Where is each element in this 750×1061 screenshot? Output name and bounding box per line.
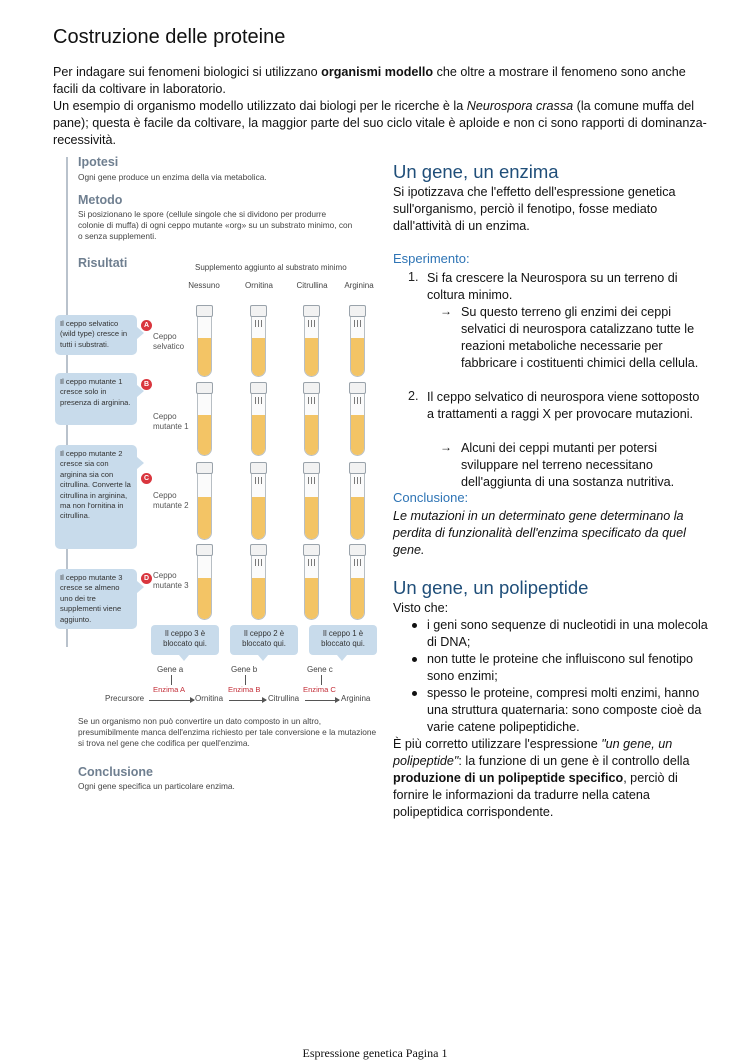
metodo-text: Si posizionano le spore (cellule singole che si dividono per produrre colonie di muffa) di ogni ceppo mutante «org» su un substrato minimo, con o senza supplementi.	[78, 209, 353, 241]
tube-medium	[198, 578, 211, 619]
tube-glass	[350, 554, 365, 620]
column-header: Nessuno	[188, 281, 220, 290]
intro-bold: organismi modello	[321, 65, 434, 79]
intro-text: (la comune muffa del pane); questa è facile da coltivare, la maggior parte del suo ciclo vitale è aploide e non ci sono rapporti di dominanza-recessività.	[53, 99, 707, 147]
tube-cap	[196, 544, 213, 556]
tube-glass	[197, 472, 212, 540]
column-header: Ornitina	[244, 281, 273, 290]
step-subtext: Alcuni dei ceppi mutanti per potersi sviluppare nel terreno necessitano dell'aggiunta di una sostanza nutritiva.	[461, 441, 675, 489]
test-tube	[251, 544, 266, 620]
row-note: Il ceppo mutante 3 cresce se almeno uno dei tre supplementi viene aggiunto.	[55, 569, 137, 629]
ipotesi-title: Ipotesi	[78, 155, 119, 169]
pathway-arrow	[149, 700, 194, 701]
test-tube	[197, 382, 212, 456]
tube-medium	[305, 338, 318, 376]
tube-medium	[198, 497, 211, 539]
step-number: 1.	[408, 270, 419, 284]
heading-gene-enzima: Un gene, un enzima	[393, 161, 559, 182]
gene-label: Gene b	[231, 665, 258, 674]
experiment-figure	[55, 155, 382, 795]
tube-cap	[349, 382, 366, 394]
bullet-icon	[412, 657, 417, 662]
tube-cap	[349, 462, 366, 474]
tube-glass	[251, 472, 266, 540]
tube-glass	[304, 315, 319, 377]
row-badge: A	[141, 320, 152, 331]
tube-cap	[303, 544, 320, 556]
row-note: Il ceppo selvatico (wild type) cresce in tutti i substrati.	[55, 315, 137, 355]
test-tube	[197, 544, 212, 620]
tube-medium	[305, 415, 318, 455]
tube-cap	[303, 462, 320, 474]
tube-cap	[250, 544, 267, 556]
gene-label: Gene c	[307, 665, 333, 674]
tube-glass	[304, 554, 319, 620]
esperimento-title: Esperimento:	[393, 251, 470, 266]
mold-growth	[308, 320, 315, 327]
tube-cap	[303, 305, 320, 317]
step-number: 2.	[408, 389, 419, 403]
tube-glass	[197, 554, 212, 620]
test-tube	[251, 382, 266, 456]
test-tube	[350, 382, 365, 456]
tube-cap	[196, 305, 213, 317]
enzyme-label: Enzima C	[303, 685, 336, 694]
strain-label: Ceppo selvatico	[153, 332, 185, 351]
arrow-icon: →	[440, 304, 452, 318]
metodo-title: Metodo	[78, 193, 123, 207]
enzyme-label: Enzima A	[153, 685, 186, 694]
test-tube	[197, 462, 212, 540]
bullet-icon	[412, 623, 417, 628]
strain-label: Ceppo mutante 2	[153, 491, 189, 510]
risultati-title: Risultati	[78, 256, 128, 270]
tube-medium	[305, 497, 318, 539]
arrow-icon: →	[440, 440, 452, 454]
final-paragraph	[393, 736, 709, 821]
tube-cap	[196, 462, 213, 474]
pathway-compound: Citrullina	[268, 694, 300, 703]
strain-label: Ceppo mutante 3	[153, 571, 189, 590]
mold-growth	[308, 559, 315, 566]
tube-cap	[349, 544, 366, 556]
pathway-arrow	[305, 700, 339, 701]
final-text: : la funzione di un gene è il controllo della	[458, 754, 690, 768]
gene-arrow	[171, 675, 172, 685]
test-tube	[304, 382, 319, 456]
final-text: , perciò di fornire le informazioni da tradurre nella catena polipeptidica corrispondente.	[393, 771, 678, 819]
page-title: Costruzione delle proteine	[53, 26, 286, 48]
final-italic: "un gene, un polipeptide"	[393, 737, 673, 768]
gene-arrow	[245, 675, 246, 685]
tube-medium	[198, 415, 211, 455]
ipotesi-text: Ogni gene produce un enzima della via metabolica.	[78, 172, 267, 182]
tube-glass	[197, 315, 212, 377]
page-footer: Espressione genetica Pagina 1	[302, 1046, 448, 1060]
enzyme-label: Enzima B	[228, 685, 261, 694]
test-tube	[251, 462, 266, 540]
mold-growth	[255, 320, 262, 327]
figure-conclusione-title: Conclusione	[78, 765, 154, 779]
mold-growth	[354, 477, 361, 484]
intro-text: Un esempio di organismo modello utilizzato dai biologi per le ricerche è la	[53, 99, 467, 113]
column-header: Citrullina	[296, 281, 328, 290]
tube-medium	[198, 338, 211, 376]
tube-glass	[350, 472, 365, 540]
mold-growth	[308, 397, 315, 404]
tube-medium	[252, 578, 265, 619]
blocked-note: Il ceppo 3 è bloccato qui.	[151, 625, 219, 655]
tube-cap	[250, 462, 267, 474]
tube-cap	[349, 305, 366, 317]
tube-medium	[252, 338, 265, 376]
row-badge: C	[141, 473, 152, 484]
strain-label: Ceppo mutante 1	[153, 412, 189, 431]
row-badge: D	[141, 573, 152, 584]
paragraph-enzima: Si ipotizzava che l'effetto dell'espressione genetica sull'organismo, perciò il fenotipo, fosse mediato dall'attività di un enzima.	[393, 185, 676, 233]
pathway-compound: Precursore	[105, 694, 145, 703]
tube-glass	[350, 315, 365, 377]
test-tube	[350, 544, 365, 620]
row-note: Il ceppo mutante 2 cresce sia con arginina sia con citrullina. Converte la citrullina in arginina, ma non l'ornitina in citrullina.	[55, 445, 137, 549]
gene-arrow	[321, 675, 322, 685]
row-badge: B	[141, 379, 152, 390]
step-text: Il ceppo selvatico di neurospora viene sottoposto a trattamenti a raggi X per provocare mutazioni.	[427, 390, 700, 421]
tube-medium	[351, 497, 364, 539]
blocked-note: Il ceppo 1 è bloccato qui.	[309, 625, 377, 655]
heading-gene-polipeptide: Un gene, un polipeptide	[393, 577, 589, 598]
pathway-arrow	[229, 700, 266, 701]
mold-growth	[354, 320, 361, 327]
tube-cap	[250, 305, 267, 317]
visto-che: Visto che:	[393, 601, 449, 615]
intro-paragraph	[53, 64, 713, 149]
tube-cap	[196, 382, 213, 394]
figure-conclusione-text: Ogni gene specifica un particolare enzima.	[78, 781, 235, 791]
conclusione-title: Conclusione:	[393, 490, 469, 505]
tube-glass	[251, 554, 266, 620]
tube-medium	[351, 578, 364, 619]
row-note: Il ceppo mutante 1 cresce solo in presenza di arginina.	[55, 373, 137, 425]
test-tube	[350, 305, 365, 377]
intro-text: Per indagare sui fenomeni biologici si utilizzano	[53, 65, 322, 79]
bullet-item: spesso le proteine, compresi molti enzimi, hanno una struttura quaternaria: sono composte cioè da varie catene polipeptidiche.	[427, 686, 702, 734]
column-header: Arginina	[344, 281, 374, 290]
step-subtext: Su questo terreno gli enzimi dei ceppi selvatici di neurospora catalizzano tutte le reazioni metaboliche necessarie per fabbricare i costituenti chimici della cellula.	[461, 305, 699, 370]
tube-medium	[252, 497, 265, 539]
mold-growth	[255, 559, 262, 566]
tube-glass	[251, 392, 266, 456]
conclusione-text: Le mutazioni in un determinato gene determinano la perdita di funzionalità dell'enzima specificato da quel gene.	[393, 509, 686, 557]
bullet-icon	[412, 691, 417, 696]
tube-glass	[304, 392, 319, 456]
test-tube	[304, 544, 319, 620]
tube-glass	[197, 392, 212, 456]
test-tube	[197, 305, 212, 377]
mold-growth	[255, 477, 262, 484]
pathway-compound: Ornitina	[195, 694, 224, 703]
step-text: Si fa crescere la Neurospora su un terreno di coltura minimo.	[427, 271, 678, 302]
mold-growth	[255, 397, 262, 404]
figure-explanation: Se un organismo non può convertire un dato composto in un altro, presumibilmente manca dell'enzima richiesto per tale conversione e la mutazione si trova nel gene che codifica per quell'enzima.	[78, 716, 377, 748]
tube-glass	[251, 315, 266, 377]
intro-text: che oltre a mostrare il fenomeno sono anche facili da coltivare in laboratorio.	[53, 65, 686, 96]
tube-cap	[250, 382, 267, 394]
mold-growth	[354, 559, 361, 566]
test-tube	[304, 305, 319, 377]
blocked-note: Il ceppo 2 è bloccato qui.	[230, 625, 298, 655]
tube-cap	[303, 382, 320, 394]
tube-medium	[305, 578, 318, 619]
test-tube	[251, 305, 266, 377]
tube-medium	[351, 415, 364, 455]
supplement-title: Supplemento aggiunto al substrato minimo	[195, 263, 347, 272]
bullet-item: non tutte le proteine che influiscono sul fenotipo sono enzimi;	[427, 652, 694, 683]
mold-growth	[354, 397, 361, 404]
test-tube	[350, 462, 365, 540]
tube-medium	[351, 338, 364, 376]
intro-italic: Neurospora crassa	[466, 99, 574, 113]
final-text: È più corretto utilizzare l'espressione	[393, 737, 602, 751]
tube-medium	[252, 415, 265, 455]
tube-glass	[350, 392, 365, 456]
pathway-compound: Arginina	[341, 694, 371, 703]
final-bold: produzione di un polipeptide specifico	[393, 771, 624, 785]
gene-label: Gene a	[157, 665, 184, 674]
mold-growth	[308, 477, 315, 484]
test-tube	[304, 462, 319, 540]
tube-glass	[304, 472, 319, 540]
bullet-item: i geni sono sequenze di nucleotidi in una molecola di DNA;	[427, 618, 708, 649]
